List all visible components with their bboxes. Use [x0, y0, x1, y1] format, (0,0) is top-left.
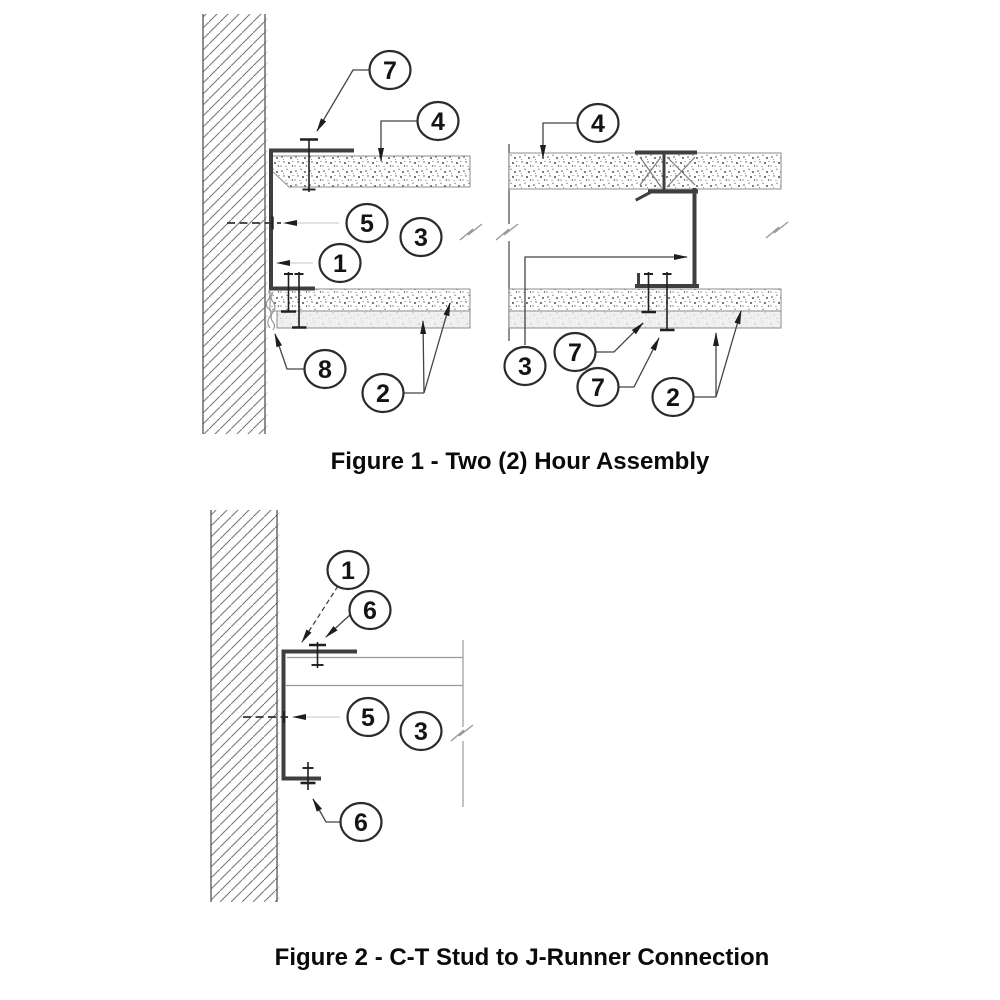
svg-text:7: 7 [568, 339, 582, 367]
svg-text:7: 7 [591, 374, 605, 402]
svg-text:3: 3 [518, 353, 532, 381]
callout-2-right [653, 378, 694, 416]
bottom-liner-panel [270, 289, 470, 311]
leader-6-top [326, 613, 352, 637]
callout-7-bot [578, 368, 619, 406]
svg-text:5: 5 [360, 210, 374, 238]
leader-7-top [317, 70, 369, 131]
figure1-caption: Figure 1 - Two (2) Hour Assembly [330, 448, 710, 475]
figure2-drawing [211, 510, 769, 971]
callout-5 [348, 698, 389, 736]
figure2-leaders [293, 586, 352, 822]
figure1-leaders [275, 70, 741, 397]
leader-7-bot [619, 338, 659, 387]
figure1-drawing [203, 14, 788, 475]
svg-text:2: 2 [376, 380, 390, 408]
figure2-caption: Figure 2 - C-T Stud to J-Runner Connection [274, 944, 770, 971]
leader-4-left [381, 121, 417, 161]
callout-5 [347, 204, 388, 242]
svg-text:5: 5 [361, 704, 375, 732]
svg-text:3: 3 [414, 718, 428, 746]
figure2-j-runner [284, 652, 356, 779]
wall-hatch-double [206, 14, 268, 434]
figure1-callouts [305, 51, 694, 416]
svg-text:1: 1 [341, 557, 355, 585]
leader-2-left-a [423, 321, 424, 393]
callout-4-left [418, 102, 459, 140]
top-liner-panel [509, 153, 781, 189]
bottom-liner-panel [509, 289, 781, 311]
bottom-face-panel [277, 311, 470, 328]
callout-3-left [401, 218, 442, 256]
figure2-callouts [328, 551, 442, 841]
callout-8 [305, 350, 346, 388]
svg-text:6: 6 [354, 809, 368, 837]
figure2-fasteners [301, 642, 327, 790]
svg-text:7: 7 [383, 57, 397, 85]
callout-6-bot [341, 803, 382, 841]
svg-text:3: 3 [414, 224, 428, 252]
callout-7-top [370, 51, 411, 89]
svg-text:4: 4 [591, 110, 605, 138]
callout-7-mid [555, 333, 596, 371]
wall-hatch-double [214, 510, 280, 902]
callout-6-top [350, 591, 391, 629]
figure2-wall-section [211, 510, 280, 902]
break-mark-mid [496, 224, 518, 240]
callout-1 [320, 244, 361, 282]
ct-stud-tab [637, 192, 651, 200]
callout-1 [328, 551, 369, 589]
break-mark-right [766, 222, 788, 238]
figure1-wall-section [203, 14, 268, 434]
leader-8 [275, 334, 304, 369]
leader-1 [302, 586, 338, 642]
svg-text:4: 4 [431, 108, 445, 136]
top-liner-panel [270, 156, 470, 187]
callout-3-right [505, 347, 546, 385]
svg-text:1: 1 [333, 250, 347, 278]
svg-text:6: 6 [363, 597, 377, 625]
break-mark-left [460, 224, 482, 240]
svg-text:2: 2 [666, 384, 680, 412]
figure1-break-marks [460, 222, 788, 240]
svg-text:8: 8 [318, 356, 332, 384]
break-mark [451, 725, 473, 741]
callout-4-right [578, 104, 619, 142]
callout-3 [401, 712, 442, 750]
callout-2-left [363, 374, 404, 412]
leader-6-bot [313, 799, 341, 822]
